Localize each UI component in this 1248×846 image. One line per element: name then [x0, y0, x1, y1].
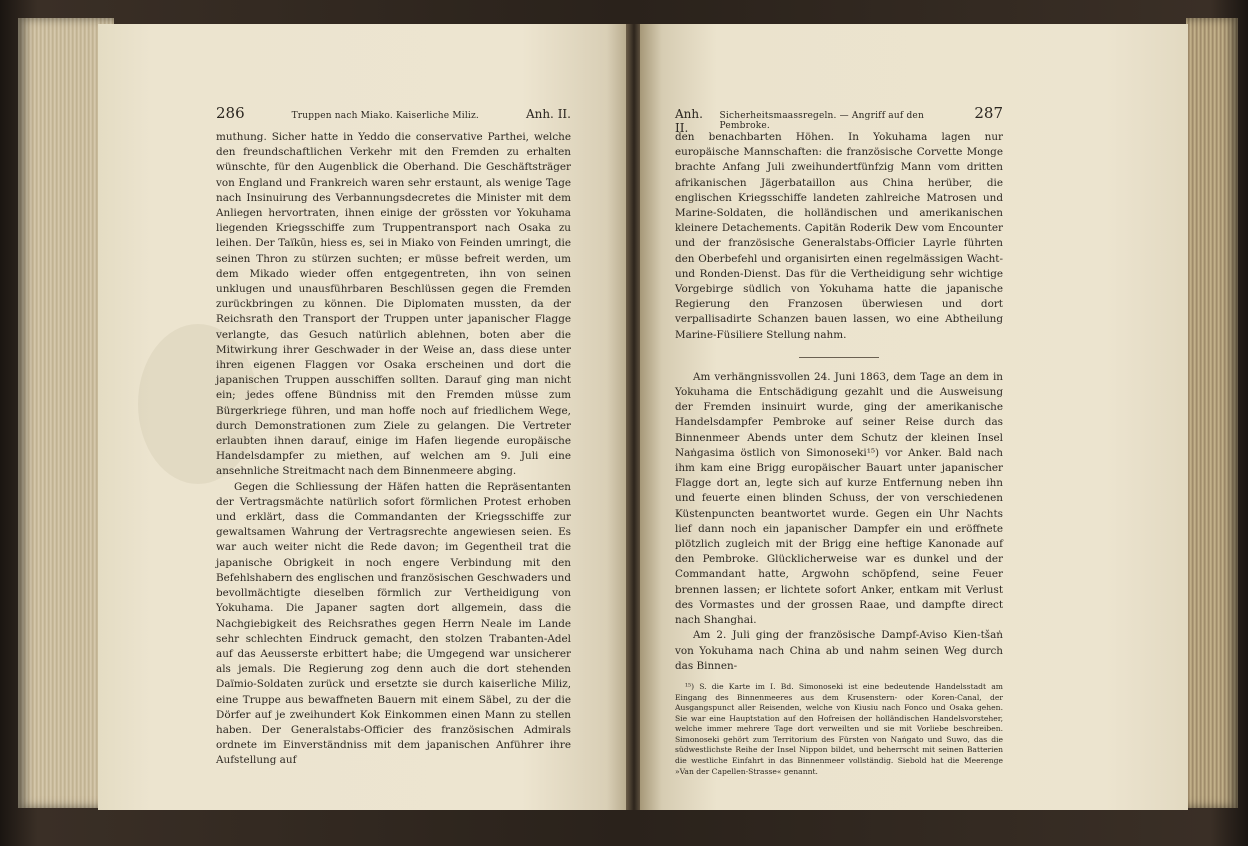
right-page: [640, 24, 1188, 810]
paragraph: den benachbarten Höhen. In Yokuhama lagen nur europäische Mannschaften: die französische Corvette Monge brachte Anfang Juli zweihundertfünfzig Mann vom dritten afrikanischen Jägerbataillon aus China herüber, die englischen Kriegsschiffe landeten zahlreiche Matrosen und Marine-Soldaten, die holländischen und amerikanischen kleinere Detachements. Capitän Roderik Dew vom Encounter und der französische Generalstabs-Officier Layrle führten den Oberbefehl und organisirten einen regelmässigen Wacht- und Ronden-Dienst. Das für die Vertheidigung sehr wichtige Vorgebirge südlich von Yokuhama hatte die japanische Regierung den Franzosen überwiesen und dort verpallisadirte Schanzen bauen lassen, wo eine Abtheilung Marine-Füsiliere Stellung nahm.: [675, 131, 1003, 341]
running-title: Truppen nach Miako. Kaiserliche Miliz.: [291, 111, 479, 121]
section-label: Anh. II.: [525, 107, 571, 121]
left-text-block: [216, 104, 571, 769]
right-running-header: [675, 104, 1003, 135]
section-label: Anh. II.: [675, 107, 703, 135]
paragraph: Am 2. Juli ging der französische Dampf-Aviso Kien-tšaṅ von Yokuhama nach China ab und nahm seinen Weg durch das Binnen-: [675, 629, 1003, 672]
page-number: 286: [216, 104, 245, 122]
section-divider: [799, 357, 879, 358]
right-page-edges: [1186, 18, 1238, 808]
left-running-header: [216, 104, 571, 126]
left-page: [98, 24, 628, 810]
paragraph: muthung. Sicher hatte in Yeddo die conservative Parthei, welche den freundschaftlichen Verkehr mit den Fremden zu erhalten wünschte, für den Augenblick die Oberhand. Die Geschäftsträger von England und Frankreich waren sehr erstaunt, als wenige Tage nach Insinuirung des Verbannungsdecretes die Minister mit dem Anliegen hervortraten, ihnen einige der grössten vor Yokuhama liegenden Kriegsschiffe zum Truppentransport nach Osaka zu leihen. Der Taïkūn, hiess es, sei in Miako von Feinden umringt, die seinen Thron zu stürzen suchten; er müsse befreit werden, um dem Mikado wieder offen entgegentreten, ihn von seinen unklugen und unausführbaren Beschlüssen gegen die Fremden zurückbringen zu können. Die Diplomaten mussten, da der Reichsrath den Transport der Truppen unter japanischer Flagge verlangte, das Gesuch natürlich ablehnen, boten aber die Mitwirkung ihrer Geschwader in der Weise an, dass diese unter ihren eigenen Flaggen vor Osaka erscheinen und dort die japanischen Truppen ausschiffen sollten. Darauf ging man nicht ein; jedes offene Bündniss mit den Fremden müsse zum Bürgerkriege führen, und man hoffe noch auf friedlichem Wege, durch Demonstrationen zum Ziele zu gelangen. Die Vertreter erlaubten ihnen darauf, einige im Hafen liegende europäische Handelsdampfer zu miethen, auf welchen am 9. Juli eine ansehnliche Streitmacht nach dem Binnenmeere abging.: [216, 131, 571, 478]
page-number: 287: [974, 104, 1003, 122]
footnote: ¹⁵) S. die Karte im I. Bd. Simonoseki ist eine bedeutende Handelsstadt am Eingang des Binnenmeeres aus dem Krusenstern- oder Koren-Canal, der Ausgangspunct aller Reisenden, welche von Kiusiu nach Fonco und Osaka gehen. Sie war eine Hauptstation auf den Hofreisen der holländischen Handelsvorsteher, welche immer mehrere Tage dort verweilten und sie mit Vorliebe beschreiben. Simonoseki gehört zum Territorium des Fürsten von Naṅgato und Suwo, das die südwestlichste Reihe der Insel Nippon bildet, und beherrscht mit seinen Batterien die westliche Einfahrt in das Binnenmeer vollständig. Siebold hat die Meerenge »Van der Capellen-Strasse« genannt.: [675, 681, 1003, 776]
paragraph: Gegen die Schliessung der Häfen hatten die Repräsentanten der Vertragsmächte natürlich sofort förmlichen Protest erhoben und erklärt, dass die Commandanten der Kriegsschiffe zur gewaltsamen Wahrung der Vertragsrechte angewiesen seien. Es war auch weiter nicht die Rede davon; im Gegentheil trat die japanische Obrigkeit in noch engere Verbindung mit den Befehlshabern des englischen und französischen Geschwaders und bevollmächtigte dieselben förmlich zur Vertheidigung von Yokuhama. Die Japaner sagten dort allgemein, dass die Nachgiebigkeit des Reichsrathes gegen Herrn Neale im Lande sehr schlechten Eindruck gemacht, den stolzen Trabanten-Adel auf das Aeusserste erbittert habe; die Umgegend war unsicherer als jemals. Die Regierung zog denn auch die dort stehenden Daïmio-Soldaten zurück und ersetzte sie durch kaiserliche Miliz, eine Truppe aus bewaffneten Bauern mit einem Säbel, zu der die Dörfer auf je zweihundert Kok Einkommen einen Mann zu stellen haben. Der Generalstabs-Officier des französischen Admirals ordnete im Einverständniss mit dem japanischen Anführer ihre Aufstellung auf: [216, 480, 571, 767]
right-text-block: [675, 104, 1003, 785]
running-title: Sicherheitsmaassregeln. — Angriff auf den Pembroke.: [719, 111, 924, 131]
paragraph: Am verhängnissvollen 24. Juni 1863, dem Tage an dem in Yokuhama die Entschädigung gezahlt und die Ausweisung der Fremden insinuirt wurde, ging der amerikanische Handelsdampfer Pembroke auf seiner Reise durch das Binnenmeer Abends unter dem Schutz der kleinen Insel Naṅgasima östlich von Simonoseki¹⁵) vor Anker. Bald nach ihm kam eine Brigg europäischer Bauart unter japanischer Flagge dort an, legte sich auf kurze Entfernung neben ihn und feuerte einen blinden Schuss, der von verschiedenen Küstenpuncten beantwortet wurde. Gegen ein Uhr Nachts lief dann noch ein japanischer Dampfer ein und eröffnete plötzlich zugleich mit der Brigg eine heftige Kanonade auf den Pembroke. Glücklicherweise war es dunkel und der Commandant hatte, Argwohn schöpfend, seine Feuer brennen lassen; er lichtete sofort Anker, entkam mit Verlust des Vormastes und der grossen Raae, und dampfte direct nach Shanghai.: [675, 370, 1003, 627]
